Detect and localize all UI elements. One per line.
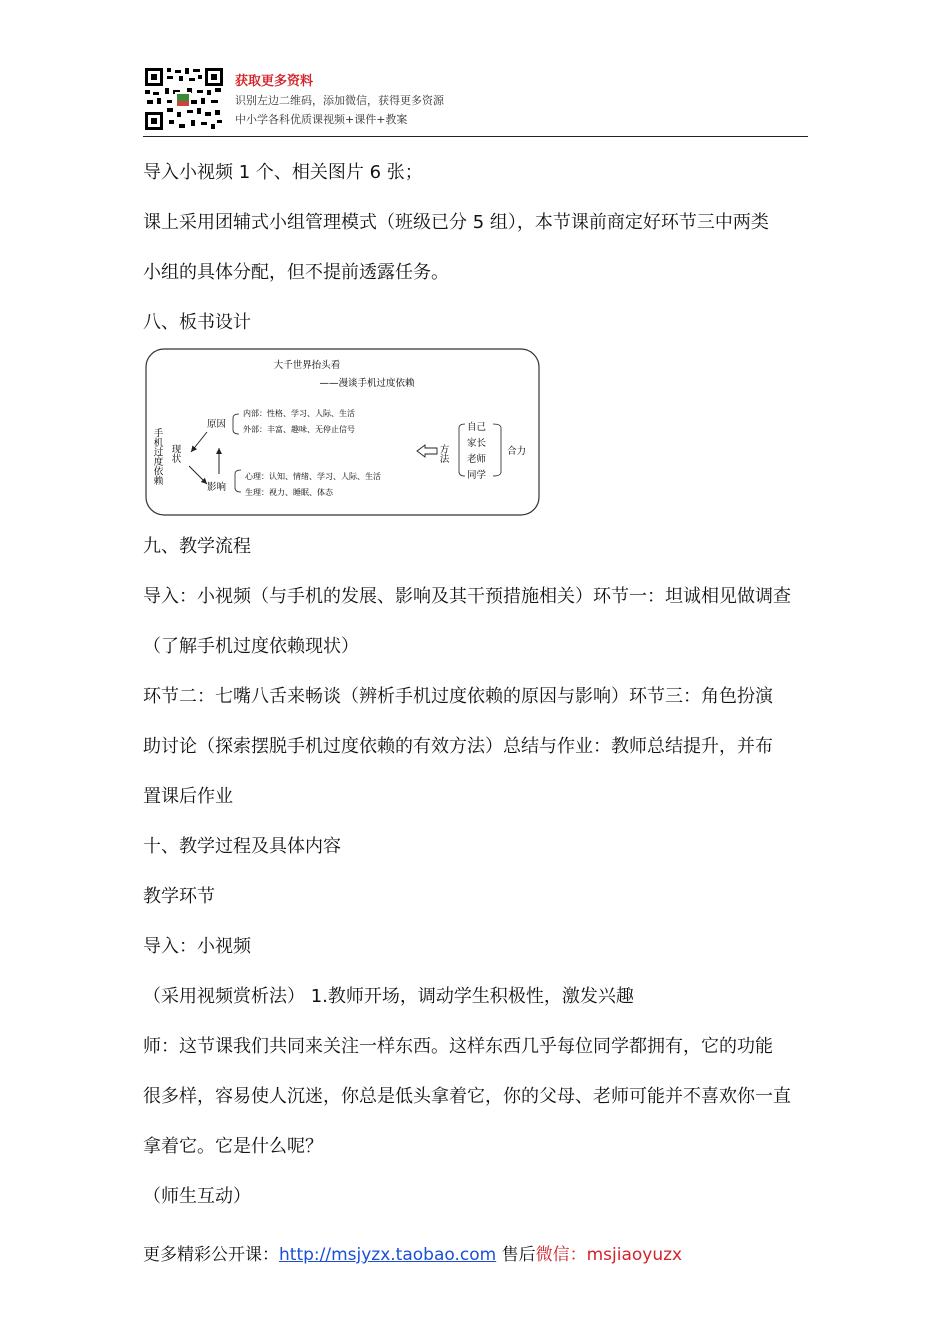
footer-wechat-id: msjiaoyuzx	[586, 1245, 683, 1265]
section-heading-process: 十、教学过程及具体内容	[143, 836, 341, 857]
board-outer-factors: 外部：丰富、趣味、无停止信号	[243, 425, 355, 434]
paragraph-flow-1: 导入：小视频（与手机的发展、影响及其干预措施相关）环节一：坦诚相见做调查	[143, 586, 791, 607]
footer-shop-link[interactable]: http://msjyzx.taobao.com	[279, 1245, 497, 1265]
board-classmates: 同学	[467, 470, 487, 481]
board-cause: 原因	[207, 419, 227, 430]
paragraph-materials: 导入小视频 1 个、相关图片 6 张；	[143, 162, 423, 183]
board-title: 大千世界抬头看	[273, 360, 341, 371]
qr-code-icon	[143, 66, 225, 132]
header-instruction: 识别左边二维码，添加微信，获得更多资源	[235, 94, 444, 107]
section-heading-flow: 九、教学流程	[143, 536, 251, 557]
paragraph-intro-video: 导入：小视频	[143, 936, 251, 957]
board-physio-effects: 生理：视力、睡眠、体态	[245, 488, 333, 497]
page-header	[143, 62, 808, 137]
board-status: 现状	[169, 444, 181, 463]
paragraph-flow-2: （了解手机过度依赖现状）	[143, 636, 359, 657]
paragraph-flow-5: 置课后作业	[143, 786, 233, 807]
section-heading-board: 八、板书设计	[143, 312, 251, 333]
paragraph-flow-4: 助讨论（探索摆脱手机过度依赖的有效方法）总结与作业：教师总结提升，并布	[143, 736, 773, 757]
paragraph-group-mode: 课上采用团辅式小组管理模式（班级已分 5 组），本节课前商定好环节三中两类	[143, 212, 769, 233]
board-self: 自己	[467, 422, 487, 433]
paragraph-teaching-stage: 教学环节	[143, 886, 215, 907]
paragraph-teacher-talk-2: 很多样，容易使人沉迷，你总是低头拿着它，你的父母、老师可能并不喜欢你一直	[143, 1086, 791, 1107]
paragraph-teacher-talk-3: 拿着它。它是什么呢？	[143, 1136, 323, 1157]
paragraph-interaction: （师生互动）	[143, 1186, 251, 1207]
paragraph-group-mode-cont: 小组的具体分配，但不提前透露任务。	[143, 262, 449, 283]
board-subtitle: ——漫谈手机过度依赖	[319, 378, 415, 389]
board-design-diagram	[145, 348, 540, 516]
board-parents: 家长	[467, 438, 487, 449]
header-title: 获取更多资料	[235, 74, 314, 89]
board-together: 合力	[507, 446, 527, 457]
footer-prefix: 更多精彩公开课：	[143, 1245, 279, 1265]
header-resources: 中小学各科优质课视频+课件+教案	[235, 113, 408, 126]
footer-middle: 售后	[496, 1245, 536, 1265]
board-teacher: 老师	[467, 454, 487, 465]
paragraph-teacher-talk-1: 师：这节课我们共同来关注一样东西。这样东西几乎每位同学都拥有，它的功能	[143, 1036, 773, 1057]
board-topic: 手机过度依赖	[151, 428, 163, 485]
footer-wechat-label: 微信：	[535, 1245, 587, 1265]
board-effect: 影响	[207, 482, 227, 493]
board-psych-effects: 心理：认知、情绪、学习、人际、生活	[245, 472, 381, 481]
page-footer	[143, 1240, 682, 1265]
paragraph-flow-3: 环节二：七嘴八舌来畅谈（辨析手机过度依赖的原因与影响）环节三：角色扮演	[143, 686, 773, 707]
board-method: 方法	[437, 444, 449, 463]
board-inner-factors: 内部：性格、学习、人际、生活	[243, 409, 355, 418]
paragraph-video-method: （采用视频赏析法） 1.教师开场，调动学生积极性，激发兴趣	[143, 986, 634, 1007]
